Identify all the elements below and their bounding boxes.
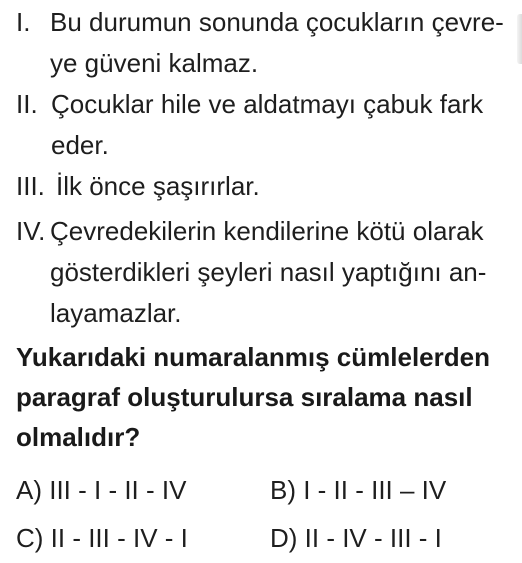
statement-3-numeral: III. — [16, 171, 45, 201]
statement-2-numeral: II. — [16, 89, 38, 119]
question-line-3: olmalıdır? — [16, 422, 141, 452]
option-b[interactable]: B) I - II - III – IV — [270, 475, 447, 505]
scroll-edge — [517, 14, 522, 64]
statement-2 — [16, 84, 516, 166]
statement-3 — [16, 166, 516, 207]
question-line-1: Yukarıdaki numaralanmış cümlelerden — [16, 342, 490, 372]
option-c[interactable]: C) II - III - IV - I — [16, 523, 188, 553]
question-line-2: paragraf oluşturulursa sıralama nasıl — [16, 382, 473, 412]
statement-4 — [16, 211, 516, 334]
statement-2-line-1: Çocuklar hile ve aldatmayı çabuk fark — [51, 89, 484, 119]
statement-1-line-2: ye güveni kalmaz. — [50, 48, 259, 78]
statement-4-line-1: Çevredekilerin kendilerine kötü olarak — [50, 216, 484, 246]
option-a[interactable]: A) III - I - II - IV — [16, 475, 187, 505]
statement-3-line-1: İlk önce şaşırırlar. — [56, 171, 260, 201]
statement-1-line-1: Bu durumun sonunda çocukların çevre- — [50, 7, 504, 37]
option-d[interactable]: D) II - IV - III - I — [270, 523, 442, 553]
statement-1-numeral: I. — [16, 7, 31, 37]
statement-1 — [16, 2, 516, 84]
statement-2-line-2: eder. — [51, 130, 109, 160]
statement-4-line-2: gösterdikleri şeyleri nasıl yaptığını an- — [50, 257, 487, 287]
statement-4-numeral: IV. — [16, 216, 46, 246]
statement-4-line-3: layamazlar. — [50, 298, 182, 328]
